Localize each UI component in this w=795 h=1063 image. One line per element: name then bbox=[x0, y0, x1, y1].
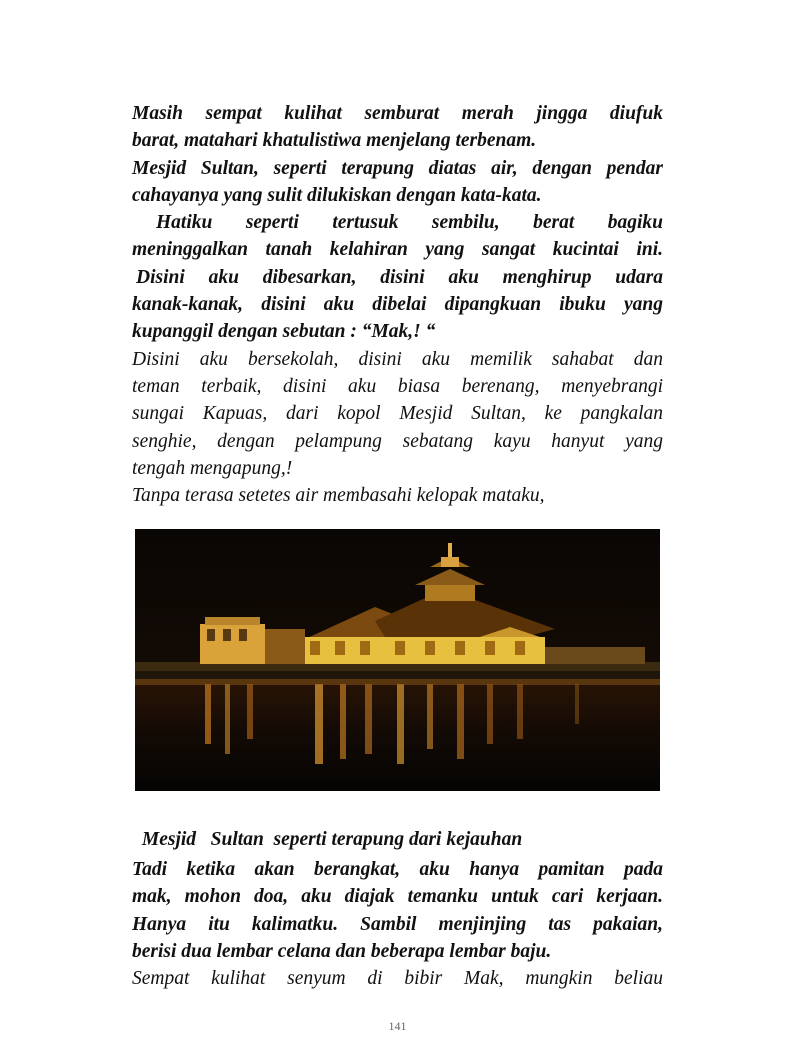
mosque-night-photo bbox=[135, 529, 660, 791]
text-line: cahayanya yang sulit dilukiskan dengan kata-kata. bbox=[132, 184, 542, 206]
text-line: Disini aku dibesarkan, disini aku menghirup udara bbox=[136, 266, 663, 288]
text-line: senghie, dengan pelampung sebatang kayu hanyut yang bbox=[132, 430, 663, 452]
text-line: mak, mohon doa, aku diajak temanku untuk cari kerjaan. bbox=[132, 886, 663, 908]
text-line: Masih sempat kulihat semburat merah jingga diufuk bbox=[132, 103, 663, 124]
text-line: meninggalkan tanah kelahiran yang sangat kucintai ini. bbox=[132, 239, 663, 261]
image-caption: Mesjid Sultan seperti terapung dari kejauhan bbox=[137, 829, 523, 850]
text-line: sungai Kapuas, dari kopol Mesjid Sultan, ke pangkalan bbox=[132, 403, 663, 425]
text-line: Hatiku seperti tertusuk sembilu, berat bagiku bbox=[156, 212, 663, 234]
text-line: Disini aku bersekolah, disini aku memilik sahabat dan bbox=[132, 348, 663, 370]
text-line: berisi dua lembar celana dan beberapa lembar baju. bbox=[132, 940, 552, 962]
page-number: 141 bbox=[388, 1019, 407, 1033]
text-line: barat, matahari khatulistiwa menjelang terbenam. bbox=[132, 130, 537, 152]
text-line: tengah mengapung,! bbox=[132, 457, 293, 479]
text-line: Tadi ketika akan berangkat, aku hanya pamitan pada bbox=[132, 859, 663, 880]
text-line: Mesjid Sultan, seperti terapung diatas air, dengan pendar bbox=[132, 157, 663, 179]
text-line: Tanpa terasa setetes air membasahi kelopak mataku, bbox=[132, 485, 545, 507]
text-line: Sempat kulihat senyum di bibir Mak, mungkin beliau bbox=[132, 968, 663, 990]
text-line: Hanya itu kalimatku. Sambil menjinjing tas pakaian, bbox=[132, 913, 663, 935]
text-line: teman terbaik, disini aku biasa berenang, menyebrangi bbox=[132, 375, 663, 397]
text-bottom bbox=[132, 856, 663, 992]
text-line: kanak-kanak, disini aku dibelai dipangkuan ibuku yang bbox=[132, 294, 663, 316]
text-line: kupanggil dengan sebutan : “Mak,! “ bbox=[132, 321, 436, 343]
text-top bbox=[132, 100, 663, 509]
